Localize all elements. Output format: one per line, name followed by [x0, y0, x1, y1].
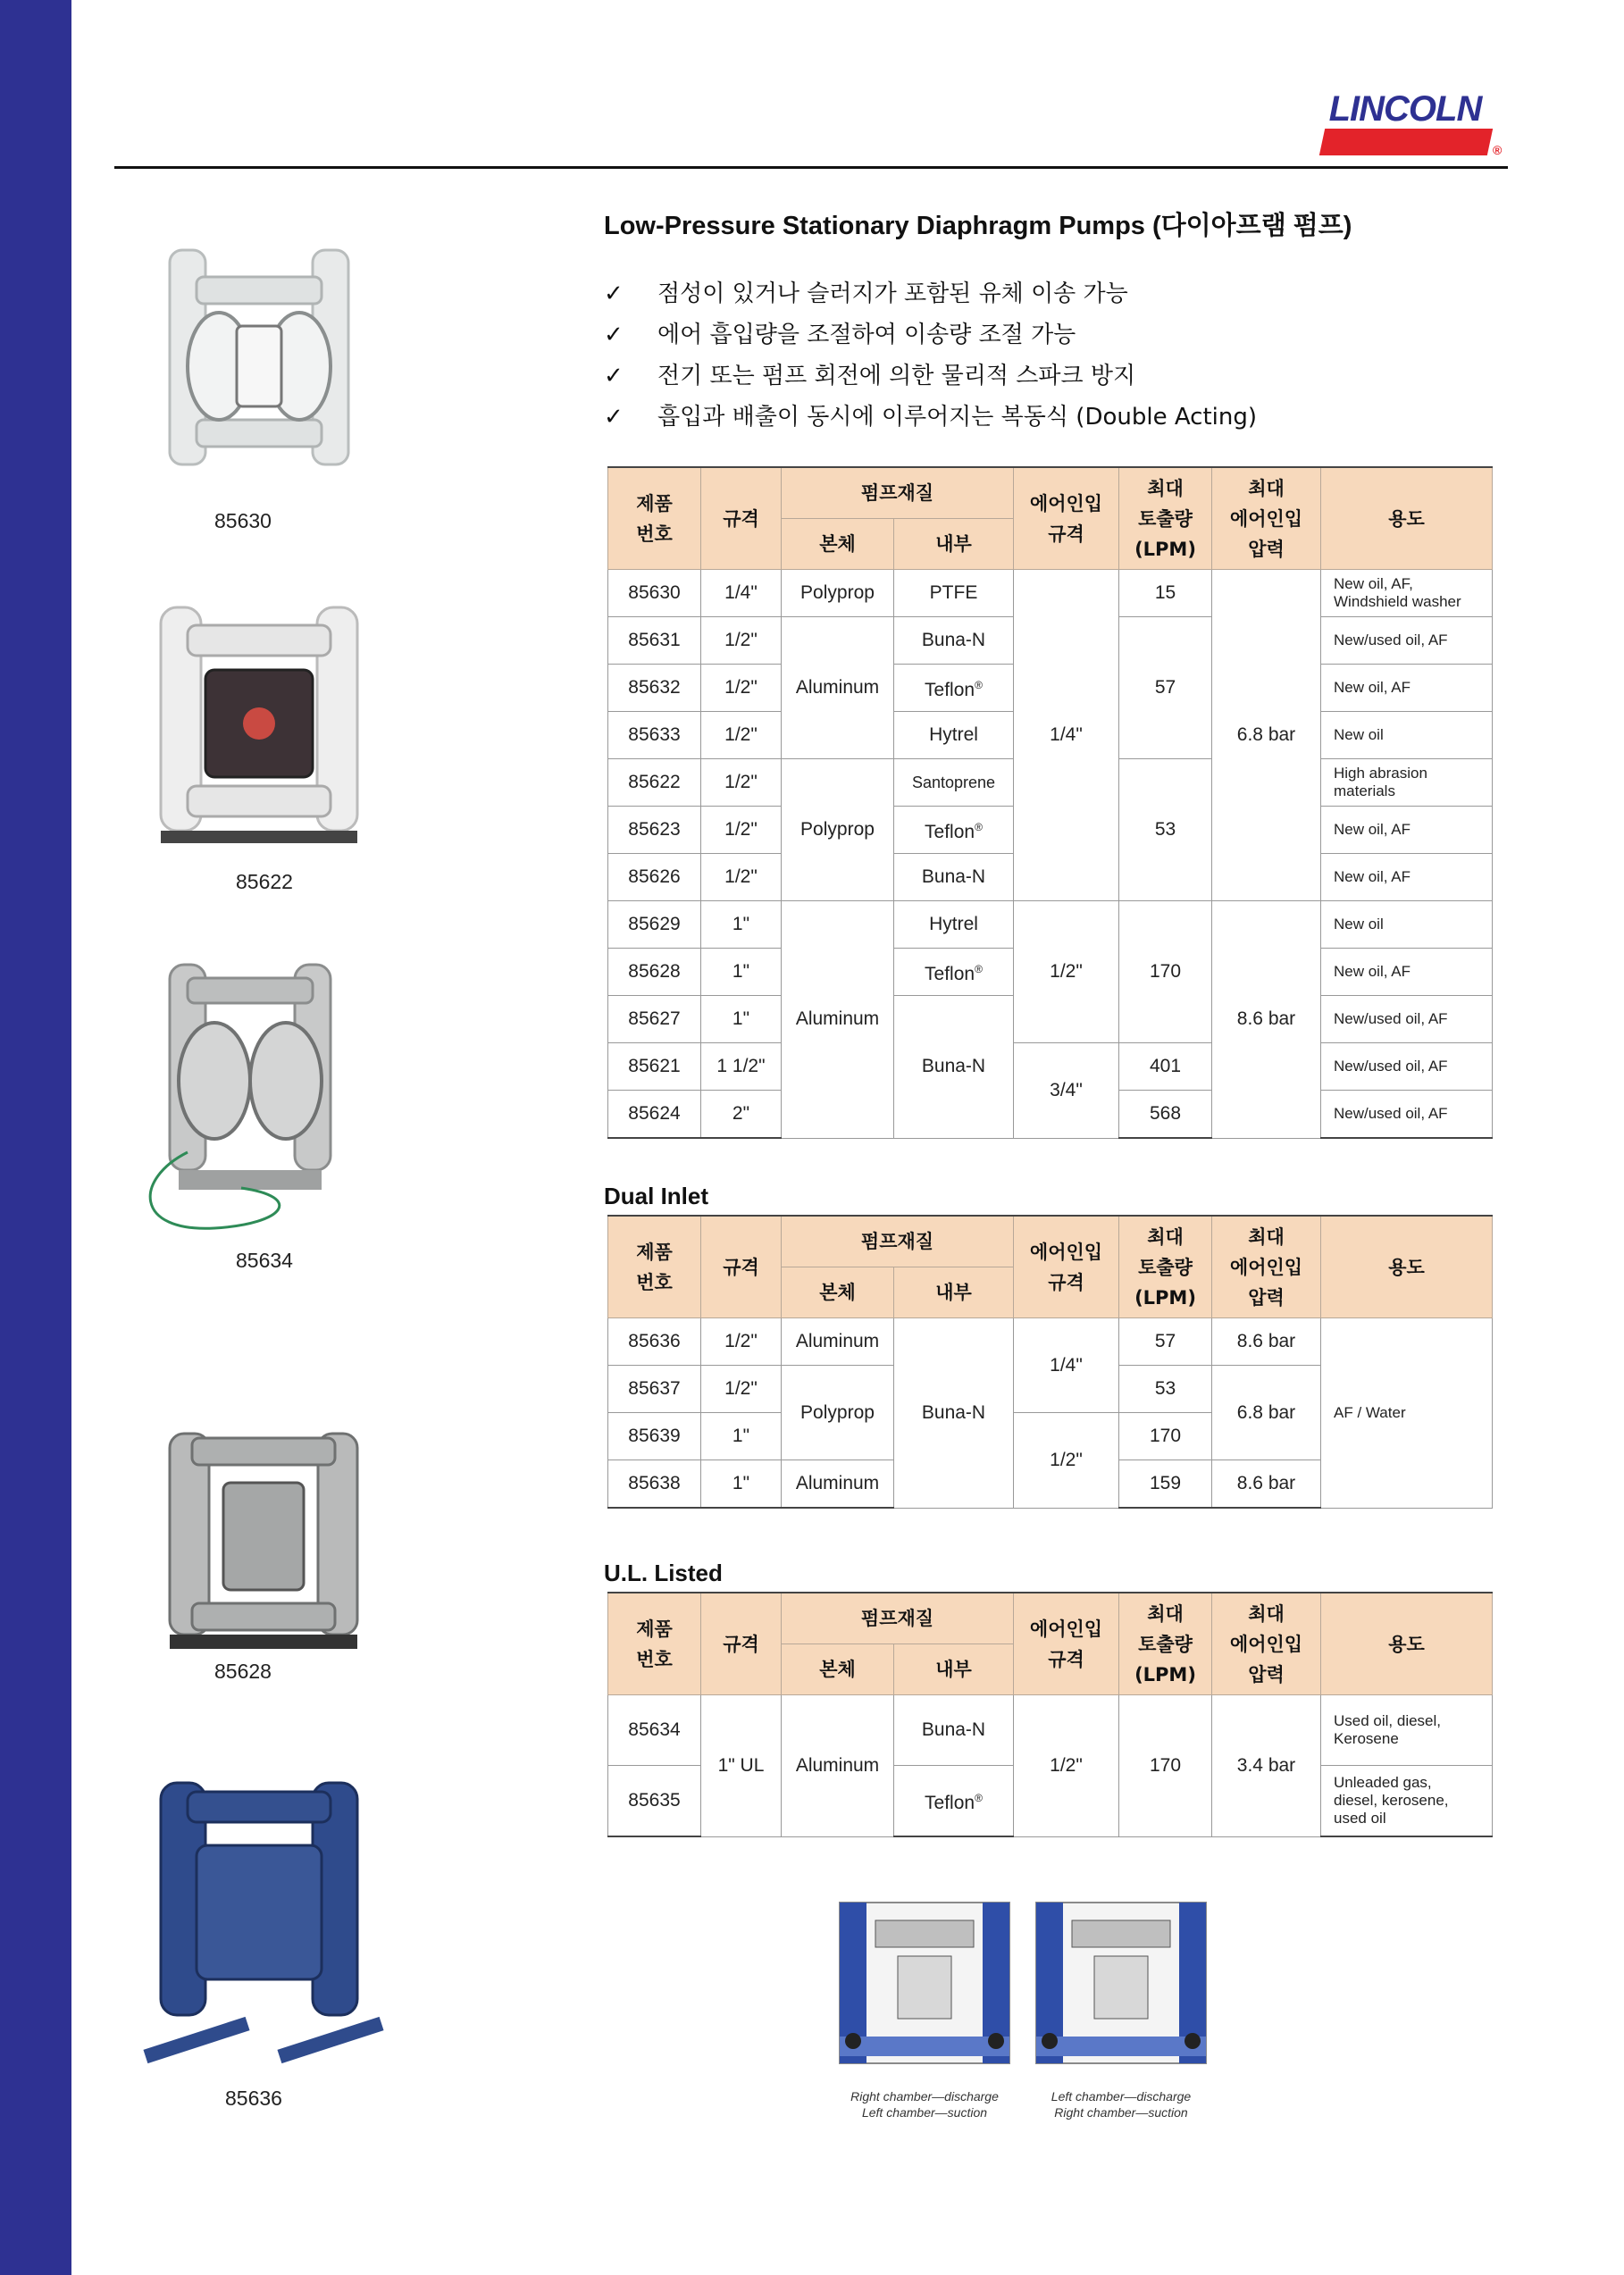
table-row: 85621 1 1/2" 3/4" 401 New/used oil, AF	[608, 1043, 1493, 1091]
pump-photo-85628	[152, 1420, 375, 1661]
diagram-caption-left: Right chamber—discharge Left chamber—suction	[850, 2089, 999, 2120]
diagram-caption-right: Left chamber—discharge Right chamber—suction	[1051, 2089, 1192, 2120]
table-row: 85623 1/2" Teflon® New oil, AF	[608, 807, 1493, 854]
brand-name: LINCOLN	[1328, 89, 1482, 129]
table-row: 85627 1" Buna-N New/used oil, AF	[608, 996, 1493, 1043]
col-air: 에어인입 규격	[1014, 467, 1119, 570]
photo-caption: 85636	[225, 2087, 282, 2110]
table-row: 85626 1/2" Buna-N New oil, AF	[608, 854, 1493, 901]
photo-caption: 85634	[236, 1249, 293, 1272]
brand-bar	[1319, 129, 1493, 155]
table-row: 85622 1/2" Polyprop Santoprene 53 High abrasion materials	[608, 759, 1493, 807]
table-row: 85631 1/2" Aluminum Buna-N 57 New/used oil, AF	[608, 617, 1493, 665]
section-title-dual-inlet: Dual Inlet	[604, 1183, 709, 1209]
table-row: 85638 1" Aluminum 159 8.6 bar	[608, 1460, 1493, 1509]
section-title-ul-listed: U.L. Listed	[604, 1560, 723, 1586]
col-flow: 최대 토출량 (LPM)	[1119, 467, 1212, 570]
col-product: 제품 번호	[608, 467, 701, 570]
page-title: Low-Pressure Stationary Diaphragm Pumps (다이아프램 펌프)	[604, 212, 1352, 240]
registered-mark: ®	[1493, 143, 1503, 157]
col-inner: 내부	[894, 519, 1014, 570]
pump-photo-85630	[152, 241, 366, 491]
pump-photo-85636	[134, 1765, 393, 2078]
table-row: 85633 1/2" Hytrel New oil	[608, 712, 1493, 759]
table-row: 85630 1/4" Polyprop PTFE 1/4" 15 6.8 bar New oil, AF, Windshield washer	[608, 570, 1493, 617]
table-row: 85637 1/2" Polyprop 53 6.8 bar	[608, 1366, 1493, 1413]
feature-item: ✓ 점성이 있거나 슬러지가 포함된 유체 이송 가능	[604, 273, 1257, 314]
photo-caption: 85628	[214, 1660, 272, 1683]
col-use: 용도	[1321, 467, 1493, 570]
col-pressure: 최대 에어인입 압력	[1212, 467, 1321, 570]
check-icon: ✓	[604, 280, 624, 307]
table-row: 85636 1/2" Aluminum Buna-N 1/4" 57 8.6 bar AF / Water	[608, 1318, 1493, 1366]
col-material: 펌프재질	[782, 467, 1014, 519]
check-icon: ✓	[604, 404, 624, 431]
side-band	[0, 0, 71, 2275]
table-row: 85628 1" Teflon® New oil, AF	[608, 949, 1493, 996]
pump-spec-table	[607, 466, 1493, 1139]
table-row: 85624 2" 568 New/used oil, AF	[608, 1091, 1493, 1139]
col-body: 본체	[782, 519, 894, 570]
ul-listed-table: 제품 번호 규격 펌프재질 에어인입 규격 최대 토출량 (LPM) 최대 에어인입 압력 용도 본체 내부 85634 1" UL Aluminum Buna-N 1/2" 170 3.4 bar Used oil, diesel, Kerosene 85635 Teflon® Unleaded gas, diesel, kerosene, used oil	[607, 1592, 1493, 1837]
feature-item: ✓ 전기 또는 펌프 회전에 의한 물리적 스파크 방지	[604, 355, 1257, 397]
photo-caption: 85622	[236, 870, 293, 893]
diagram-illustration	[822, 1894, 1233, 2081]
operation-diagram	[822, 1894, 1233, 2135]
table-row: 85632 1/2" Teflon® New oil, AF	[608, 665, 1493, 712]
photo-caption: 85630	[214, 509, 272, 532]
dual-inlet-table: 제품 번호 규격 펌프재질 에어인입 규격 최대 토출량 (LPM) 최대 에어인입 압력 용도 본체 내부 85636 1/2" Aluminum Buna-N 1/4" 57 8.6 bar AF / Water 85637 1/2" Polyprop 53 6.8 bar 85639 1" 1/2" 170 85638 1" Aluminum 159 8.6 bar	[607, 1215, 1493, 1509]
feature-item: ✓ 흡입과 배출이 동시에 이루어지는 복동식 (Double Acting)	[604, 397, 1257, 438]
table-row: 85629 1" Aluminum Hytrel 1/2" 170 8.6 bar New oil	[608, 901, 1493, 949]
feature-item: ✓ 에어 흡입량을 조절하여 이송량 조절 가능	[604, 314, 1257, 355]
table-row: 85634 1" UL Aluminum Buna-N 1/2" 170 3.4 bar Used oil, diesel, Kerosene	[608, 1695, 1493, 1766]
pump-photo-85622	[143, 590, 375, 857]
check-icon: ✓	[604, 322, 624, 348]
header-rule	[114, 166, 1508, 169]
table-row: 85635 Teflon® Unleaded gas, diesel, kerosene, used oil	[608, 1766, 1493, 1837]
check-icon: ✓	[604, 363, 624, 389]
table-row: 85639 1" 1/2" 170	[608, 1413, 1493, 1460]
pump-photo-85634	[134, 947, 375, 1242]
feature-list	[604, 273, 1257, 438]
brand-logo	[1320, 89, 1508, 163]
col-size: 규격	[701, 467, 782, 570]
